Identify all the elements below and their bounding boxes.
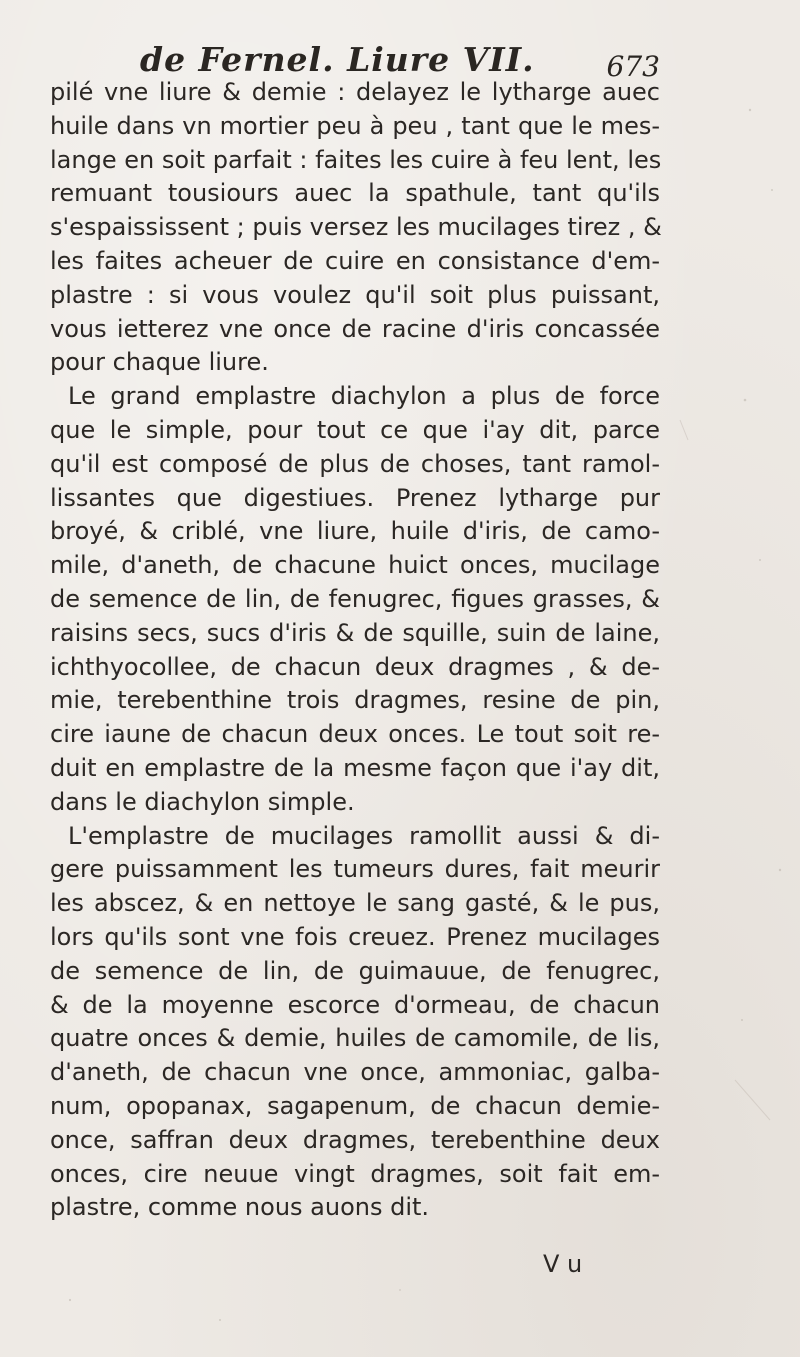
text-line: duit en emplastre de la mesme façon que i'ay dit, xyxy=(50,753,660,782)
text-line: qu'il est composé de plus de choses, tant ramol- xyxy=(50,449,660,478)
text-line: les abscez, & en nettoye le sang gasté, & le pus, xyxy=(50,889,660,918)
text-line: & de la moyenne escorce d'ormeau, de chacun xyxy=(50,990,660,1019)
text-line: mie, terebenthine trois dragmes, resine de pin, xyxy=(50,686,660,715)
text-line: gere puissamment les tumeurs dures, fait meurir xyxy=(50,855,660,884)
text-line: ichthyocollee, de chacun deux dragmes , & de- xyxy=(50,652,660,681)
text-line: que le simple, pour tout ce que i'ay dit, parce xyxy=(50,415,660,444)
text-line: quatre onces & demie, huiles de camomile, de lis, xyxy=(50,1024,660,1053)
text-line: raisins secs, sucs d'iris & de squille, suin de laine, xyxy=(50,618,660,647)
text-line: plastre, comme nous auons dit. xyxy=(50,1193,430,1222)
text-line: mile, d'aneth, de chacune huict onces, mucilage xyxy=(50,551,660,580)
text-line: de semence de lin, de fenugrec, figues grasses, & xyxy=(50,584,660,613)
text-line: dans le diachylon simple. xyxy=(50,787,355,816)
text-line: remuant tousiours auec la spathule, tant qu'ils xyxy=(50,179,660,208)
text-line: Le grand emplastre diachylon a plus de force xyxy=(68,382,660,411)
text-line: L'emplastre de mucilages ramollit aussi & di- xyxy=(68,821,660,850)
text-line: broyé, & criblé, vne liure, huile d'iris, de camo- xyxy=(50,517,660,546)
page-number: 673 xyxy=(606,50,660,83)
running-title: de Fernel. Liure VII. xyxy=(140,40,535,79)
body-text xyxy=(50,76,660,1225)
text-line: lissantes que digestiues. Prenez lytharge pur xyxy=(50,483,660,512)
catchword: V u xyxy=(543,1250,583,1278)
text-line: lange en soit parfait : faites les cuire à feu lent, les xyxy=(50,145,662,174)
text-line: lors qu'ils sont vne fois creuez. Prenez mucilages xyxy=(50,922,660,951)
text-line: de semence de lin, de guimauue, de fenugrec, xyxy=(50,956,660,985)
text-line: huile dans vn mortier peu à peu , tant que le mes- xyxy=(50,111,660,140)
text-line: vous ietterez vne once de racine d'iris concassée xyxy=(50,314,660,343)
text-line: s'espaississent ; puis versez les mucilages tirez , & xyxy=(50,213,662,242)
text-line: les faites acheuer de cuire en consistance d'em- xyxy=(50,246,660,275)
text-line: num, opopanax, sagapenum, de chacun demie- xyxy=(50,1091,660,1120)
text-line: pour chaque liure. xyxy=(50,348,269,377)
text-line: once, saffran deux dragmes, terebenthine deux xyxy=(50,1125,660,1154)
text-line: plastre : si vous voulez qu'il soit plus puissant, xyxy=(50,280,660,309)
text-line: d'aneth, de chacun vne once, ammoniac, galba- xyxy=(50,1058,660,1087)
text-line: pilé vne liure & demie : delayez le lytharge auec xyxy=(50,78,660,106)
text-line: cire iaune de chacun deux onces. Le tout soit re- xyxy=(50,720,660,749)
text-line: onces, cire neuue vingt dragmes, soit fait em- xyxy=(50,1159,660,1188)
